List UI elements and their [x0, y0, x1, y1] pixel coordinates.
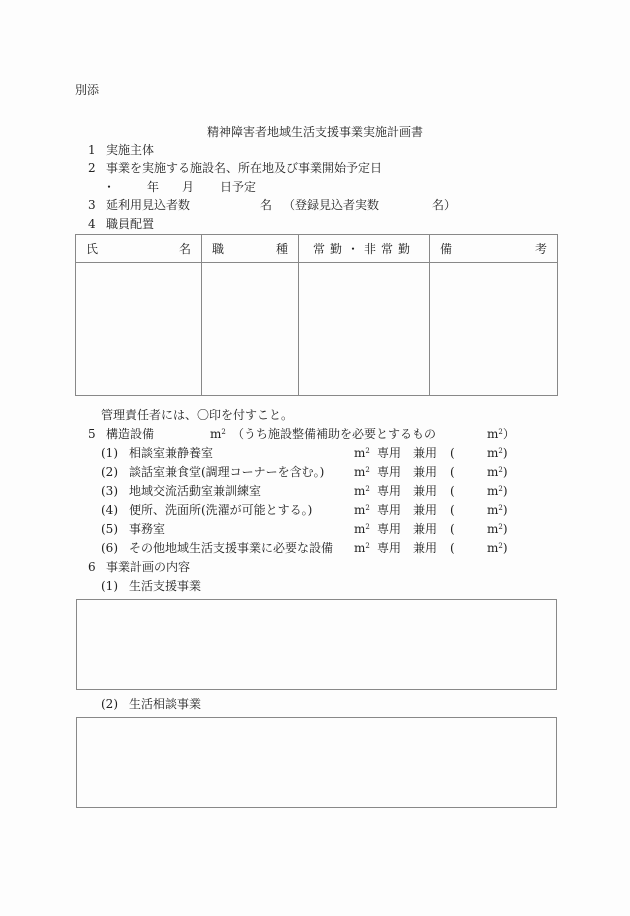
plan-2-label: 生活相談事業	[129, 697, 202, 711]
dedicated-option[interactable]: 専用	[377, 522, 402, 536]
section-3-unit: 名	[260, 198, 273, 212]
header-remarks-b: 考	[534, 242, 547, 256]
paren-open: (	[450, 503, 455, 517]
paren-open: (	[450, 484, 455, 498]
dedicated-option[interactable]: 専用	[377, 446, 402, 460]
header-name-b: 名	[178, 242, 191, 256]
section-1-label: 実施主体	[106, 143, 155, 157]
facility-shared-unit: $m^2$)	[487, 503, 508, 517]
header-job-a: 職	[212, 242, 225, 256]
facility-unit: $m^2$	[354, 484, 370, 498]
shared-option[interactable]: 兼用	[413, 465, 438, 479]
header-remarks	[430, 235, 558, 263]
facility-unit: $m^2$	[354, 503, 370, 517]
section-5-unit: $m^2$	[210, 427, 226, 441]
facility-number: (4)	[101, 503, 118, 517]
cell-name[interactable]	[76, 263, 202, 396]
facility-number: (3)	[101, 484, 118, 498]
cell-job[interactable]	[202, 263, 299, 396]
facility-name: 事務室	[129, 522, 166, 536]
header-name-a: 氏	[86, 242, 99, 256]
facility-name: 地域交流活動室兼訓練室	[129, 484, 262, 498]
dedicated-option[interactable]: 専用	[377, 503, 402, 517]
facility-shared-unit: $m^2$)	[487, 446, 508, 460]
facility-number: (1)	[101, 446, 118, 460]
date-month-label: 月	[182, 180, 195, 194]
shared-option[interactable]: 兼用	[413, 484, 438, 498]
dedicated-option[interactable]: 専用	[377, 465, 402, 479]
facility-shared-unit: $m^2$)	[487, 541, 508, 555]
facility-shared-unit: $m^2$)	[487, 484, 508, 498]
section-3-paren-label: （登録見込者実数	[283, 198, 380, 212]
facility-unit: $m^2$	[354, 465, 370, 479]
section-2-label: 事業を実施する施設名、所在地及び事業開始予定日	[106, 161, 383, 175]
header-employment	[299, 235, 430, 263]
dedicated-option[interactable]: 専用	[377, 541, 402, 555]
section-5-number: 5	[88, 427, 96, 441]
dedicated-option[interactable]: 専用	[377, 484, 402, 498]
header-remarks-a: 備	[440, 242, 453, 256]
facility-shared-unit: $m^2$)	[487, 522, 508, 536]
facility-name: その他地域生活支援事業に必要な設備	[129, 541, 334, 555]
section-5-label: 構造設備	[106, 427, 155, 441]
section-1-number: 1	[88, 143, 96, 157]
date-day-label: 日予定	[220, 180, 257, 194]
date-year-label: 年	[147, 180, 160, 194]
facility-name: 談話室兼食堂(調理コーナーを含む。)	[129, 465, 325, 479]
facility-number: (5)	[101, 522, 118, 536]
cell-employment[interactable]	[299, 263, 430, 396]
date-bullet: ・	[103, 180, 116, 194]
shared-option[interactable]: 兼用	[413, 446, 438, 460]
shared-option[interactable]: 兼用	[413, 503, 438, 517]
plan-1-label: 生活支援事業	[129, 579, 202, 593]
header-job	[202, 235, 299, 263]
header-job-b: 種	[275, 242, 288, 256]
section-4-number: 4	[88, 217, 96, 231]
document-title: 精神障害者地域生活支援事業実施計画書	[207, 125, 424, 139]
plan-2-number: (2)	[101, 697, 118, 711]
section-3-number: 3	[88, 198, 96, 212]
plan-2-box[interactable]	[76, 717, 557, 808]
paren-open: (	[450, 541, 455, 555]
shared-option[interactable]: 兼用	[413, 522, 438, 536]
facility-name: 便所、洗面所(洗濯が可能とする。)	[129, 503, 313, 517]
attachment-label: 別添	[75, 83, 100, 97]
manager-note: 管理責任者には、〇印を付すこと。	[101, 408, 294, 422]
cell-remarks[interactable]	[430, 263, 558, 396]
facility-unit: $m^2$	[354, 446, 370, 460]
facility-name: 相談室兼静養室	[129, 446, 214, 460]
facility-number: (2)	[101, 465, 118, 479]
section-5-paren-unit: $m^2$）	[487, 427, 515, 441]
paren-open: (	[450, 522, 455, 536]
header-name	[76, 235, 202, 263]
staff-table	[75, 234, 558, 396]
section-3-paren-unit: 名）	[432, 198, 457, 212]
facility-shared-unit: $m^2$)	[487, 465, 508, 479]
plan-1-box[interactable]	[76, 599, 557, 690]
header-employment-text: 常勤・非常勤	[312, 242, 415, 256]
facility-number: (6)	[101, 541, 118, 555]
section-3-label: 延利用見込者数	[106, 198, 191, 212]
section-6-label: 事業計画の内容	[106, 560, 191, 574]
shared-option[interactable]: 兼用	[413, 541, 438, 555]
section-6-number: 6	[88, 560, 96, 574]
section-5-paren-label: （うち施設整備補助を必要とするもの	[232, 427, 437, 441]
section-2-number: 2	[88, 161, 96, 175]
plan-1-number: (1)	[101, 579, 118, 593]
facility-unit: $m^2$	[354, 541, 370, 555]
paren-open: (	[450, 465, 455, 479]
section-4-label: 職員配置	[106, 217, 155, 231]
paren-open: (	[450, 446, 455, 460]
facility-unit: $m^2$	[354, 522, 370, 536]
